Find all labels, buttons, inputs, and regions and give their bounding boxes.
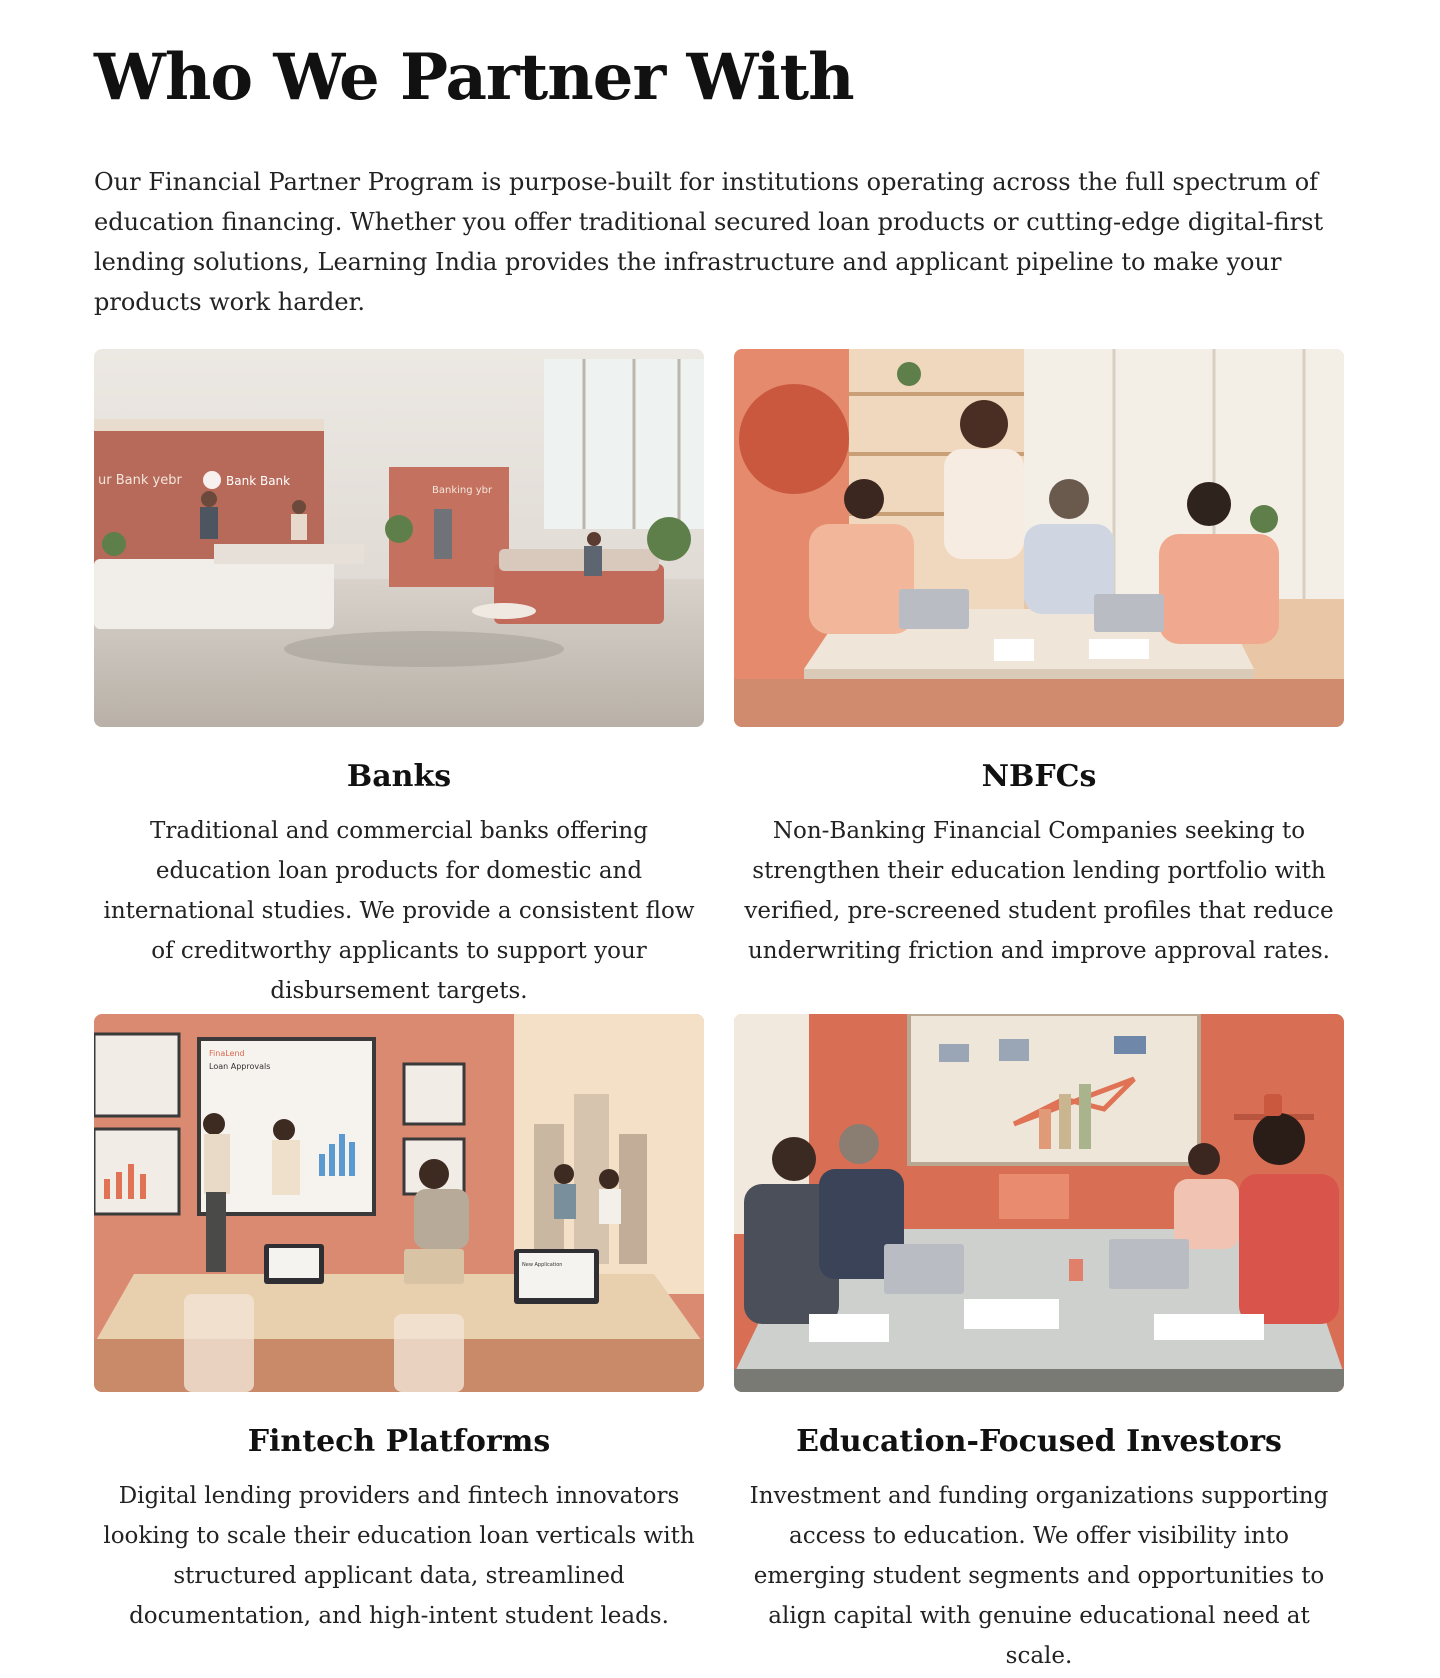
partner-title-investors: Education-Focused Investors	[796, 1424, 1282, 1459]
partner-description-fintech: Digital lending providers and fintech innovators looking to scale their education loan verticals with structured applicant data, streamlined documentation, and high-intent student leads.	[103, 1483, 695, 1629]
fintech-screen-title: Loan Approvals	[209, 1062, 271, 1071]
bank-wall-right-sign: Banking ybr	[432, 485, 493, 496]
section-intro: Our Financial Partner Program is purpose-built for institutions operating across the full spectrum of education financing. Whether you offer traditional secured loan products or cutting-edge digital-first lending solutions, Learning India provides the infrastructure and applicant pipeline to make your products work harder.	[94, 168, 1324, 316]
bank-wall-left-sign: ur Bank yebr	[98, 473, 182, 488]
partner-card-fintech	[94, 1014, 704, 1636]
partner-description-investors: Investment and funding organizations supporting access to education. We offer visibility into emerging student segments and opportunities to align capital with genuine educational need at scale.	[749, 1483, 1329, 1669]
partner-title-fintech: Fintech Platforms	[247, 1424, 551, 1459]
partner-title-nbfcs: NBFCs	[981, 759, 1097, 794]
bank-lobby-photo	[94, 349, 704, 727]
partner-title-banks: Banks	[346, 759, 452, 794]
partner-card-nbfcs	[734, 349, 1344, 971]
fintech-laptop-title: New Application	[522, 1262, 563, 1268]
section-heading: Who We Partner With	[94, 40, 854, 115]
partner-card-investors	[734, 1014, 1344, 1676]
fintech-office-photo	[94, 1014, 704, 1392]
partner-card-banks	[94, 349, 704, 1011]
partner-description-banks: Traditional and commercial banks offering education loan products for domestic and international studies. We provide a consistent flow of creditworthy applicants to support your disbursement targets.	[103, 818, 695, 1004]
bank-wall-logo-sign: Bank Bank	[226, 474, 291, 488]
investors-boardroom-photo	[734, 1014, 1344, 1392]
nbfc-meeting-photo	[734, 349, 1344, 727]
fintech-screen-brand: FinaLend	[209, 1049, 245, 1058]
partner-description-nbfcs: Non-Banking Financial Companies seeking to strengthen their education lending portfolio with verified, pre-screened student profiles that reduce underwriting friction and improve approval rates.	[744, 818, 1334, 964]
